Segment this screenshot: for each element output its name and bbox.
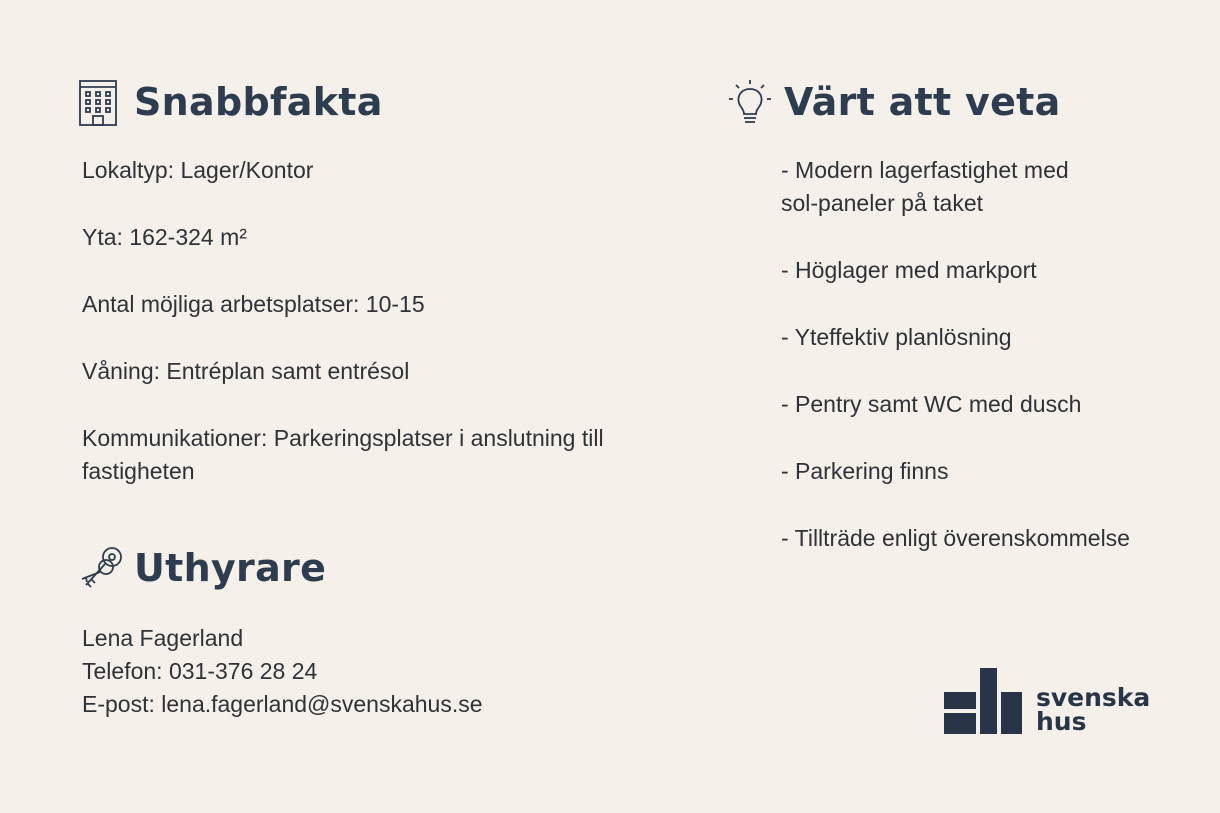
worth-knowing-header [728,79,1061,125]
fact-premises-type: Lokaltyp: Lager/Kontor [82,157,314,183]
worth-knowing-title: Värt att veta [784,80,1061,124]
lightbulb-icon [728,79,770,125]
landlord-header [78,545,326,591]
landlord-email[interactable]: E-post: lena.fagerland@svenskahus.se [82,691,483,717]
svenska-hus-logo [944,668,1150,734]
fact-workplaces: Antal möjliga arbetsplatser: 10-15 [82,291,425,317]
landlord-title: Uthyrare [134,546,327,590]
note-parking: - Parkering finns [781,458,949,484]
landlord-phone[interactable]: Telefon: 031-376 28 24 [82,658,318,684]
quick-facts-header [78,79,383,125]
quick-facts-title: Snabbfakta [134,80,383,124]
landlord-name: Lena Fagerland [82,625,244,651]
logo-wordmark [1036,683,1151,736]
keys-icon [78,545,120,591]
worth-knowing-list [781,154,1161,589]
note-modern-warehouse: - Modern lagerfastighet med sol-paneler på taket [781,157,1069,216]
fact-area: Yta: 162-324 m² [82,224,247,250]
note-high-storage: - Höglager med markport [781,257,1037,283]
building-icon [78,79,120,125]
note-pentry: - Pentry samt WC med dusch [781,391,1082,417]
landlord-contact [82,622,483,721]
logo-mark-icon [944,668,1024,734]
quick-facts-list [82,154,642,522]
logo-line-2: hus [1036,707,1087,736]
note-access: - Tillträde enligt överenskommelse [781,525,1130,551]
fact-floor: Våning: Entréplan samt entrésol [82,358,410,384]
fact-communications: Kommunikationer: Parkeringsplatser i anslutning till fastigheten [82,425,604,484]
note-floor-plan: - Yteffektiv planlösning [781,324,1012,350]
logo-line-1: svenska [1036,683,1151,712]
